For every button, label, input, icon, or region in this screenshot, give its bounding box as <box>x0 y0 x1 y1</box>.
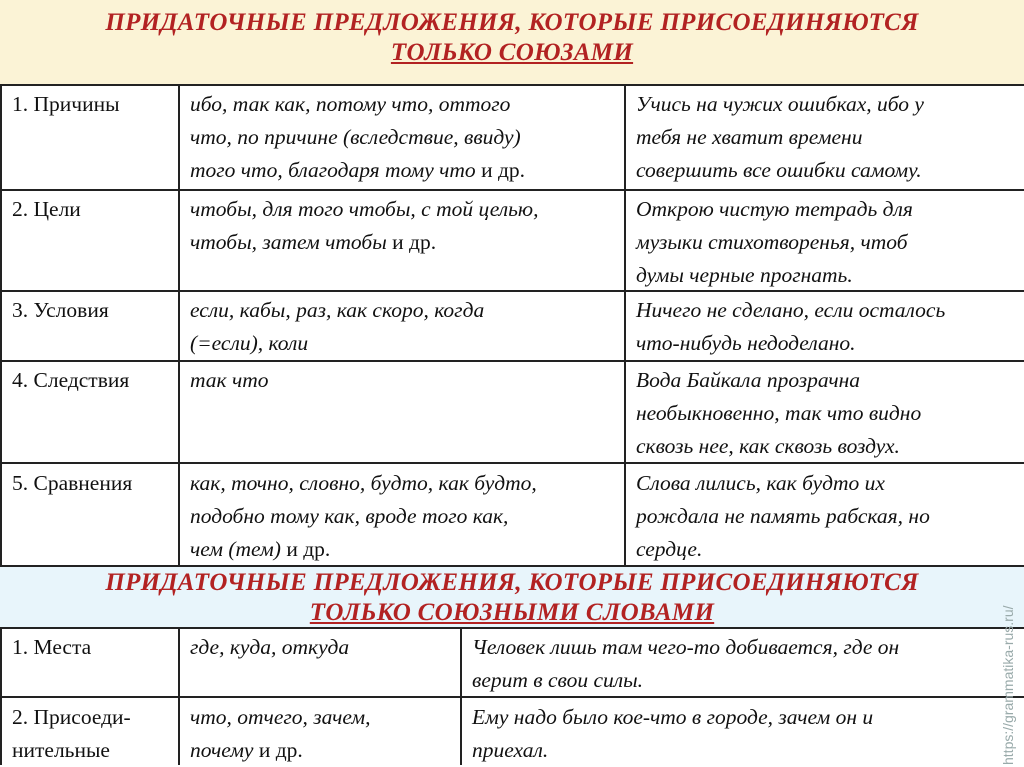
grid-line <box>0 627 2 765</box>
s2-row1-example: Человек лишь там чего-то добивается, где он верит в свои силы. <box>472 635 900 692</box>
grid-line <box>0 84 1024 86</box>
grid-line <box>0 189 1024 191</box>
grid-line <box>0 627 1024 629</box>
watermark: https://grammatika-rus.ru/ <box>1000 605 1016 765</box>
grid-line <box>0 84 2 566</box>
row5-example: Слова лились, как будто их рождала не память рабская, но сердце. <box>636 471 930 561</box>
row2-example: Открою чистую тетрадь для музыки стихотворенья, чтоб думы черные прогнать. <box>636 197 913 287</box>
section1-title-line2: ТОЛЬКО СОЮЗАМИ <box>390 39 634 66</box>
row2-type: 2. Цели <box>12 197 81 221</box>
s2-row2-example: Ему надо было кое-что в городе, зачем он и приехал. <box>472 705 874 762</box>
grid-line <box>178 84 180 566</box>
s2-row2-connectors: что, отчего, зачем, почему и др. <box>190 705 371 762</box>
row4-example: Вода Байкала прозрачна необыкновенно, так что видно сквозь нее, как сквозь воздух. <box>636 368 922 458</box>
row5-connectors: как, точно, словно, будто, как будто, подобно тому как, вроде того как, чем (тем) и др. <box>190 471 537 561</box>
section2-title-line1: ПРИДАТОЧНЫЕ ПРЕДЛОЖЕНИЯ, КОТОРЫЕ ПРИСОЕДИНЯЮТСЯ <box>105 569 919 596</box>
grid-line <box>0 360 1024 362</box>
row3-example: Ничего не сделано, если осталось что-нибудь недоделано. <box>636 298 946 355</box>
row3-type: 3. Условия <box>12 298 109 322</box>
s2-row1-connectors: где, куда, откуда <box>190 635 350 659</box>
row4-type: 4. Следствия <box>12 368 130 392</box>
row2-connectors: чтобы, для того чтобы, с той целью, чтобы, затем чтобы и др. <box>190 197 539 254</box>
grid-line <box>178 627 180 765</box>
row1-example: Учись на чужих ошибках, ибо у тебя не хватит времени совершить все ошибки самому. <box>636 92 924 182</box>
row5-type: 5. Сравнения <box>12 471 133 495</box>
section1-title-line1: ПРИДАТОЧНЫЕ ПРЕДЛОЖЕНИЯ, КОТОРЫЕ ПРИСОЕДИНЯЮТСЯ <box>105 9 919 36</box>
row1-connectors: ибо, так как, потому что, оттого что, по причине (вследствие, ввиду) того что, благодаря тому что и др. <box>190 92 526 182</box>
grid-line <box>460 627 462 765</box>
grid-line <box>624 84 626 566</box>
row3-connectors: если, кабы, раз, как скоро, когда (=если), коли <box>190 298 485 355</box>
s2-row2-type: 2. Присоеди- нительные <box>12 705 131 762</box>
section2-title <box>0 566 1024 628</box>
row4-connectors: так что <box>190 368 269 392</box>
row1-type: 1. Причины <box>12 92 120 116</box>
section2-title-line2: ТОЛЬКО СОЮЗНЫМИ СЛОВАМИ <box>309 599 715 626</box>
s2-row1-type: 1. Места <box>12 635 92 659</box>
section1-title <box>0 0 1024 84</box>
